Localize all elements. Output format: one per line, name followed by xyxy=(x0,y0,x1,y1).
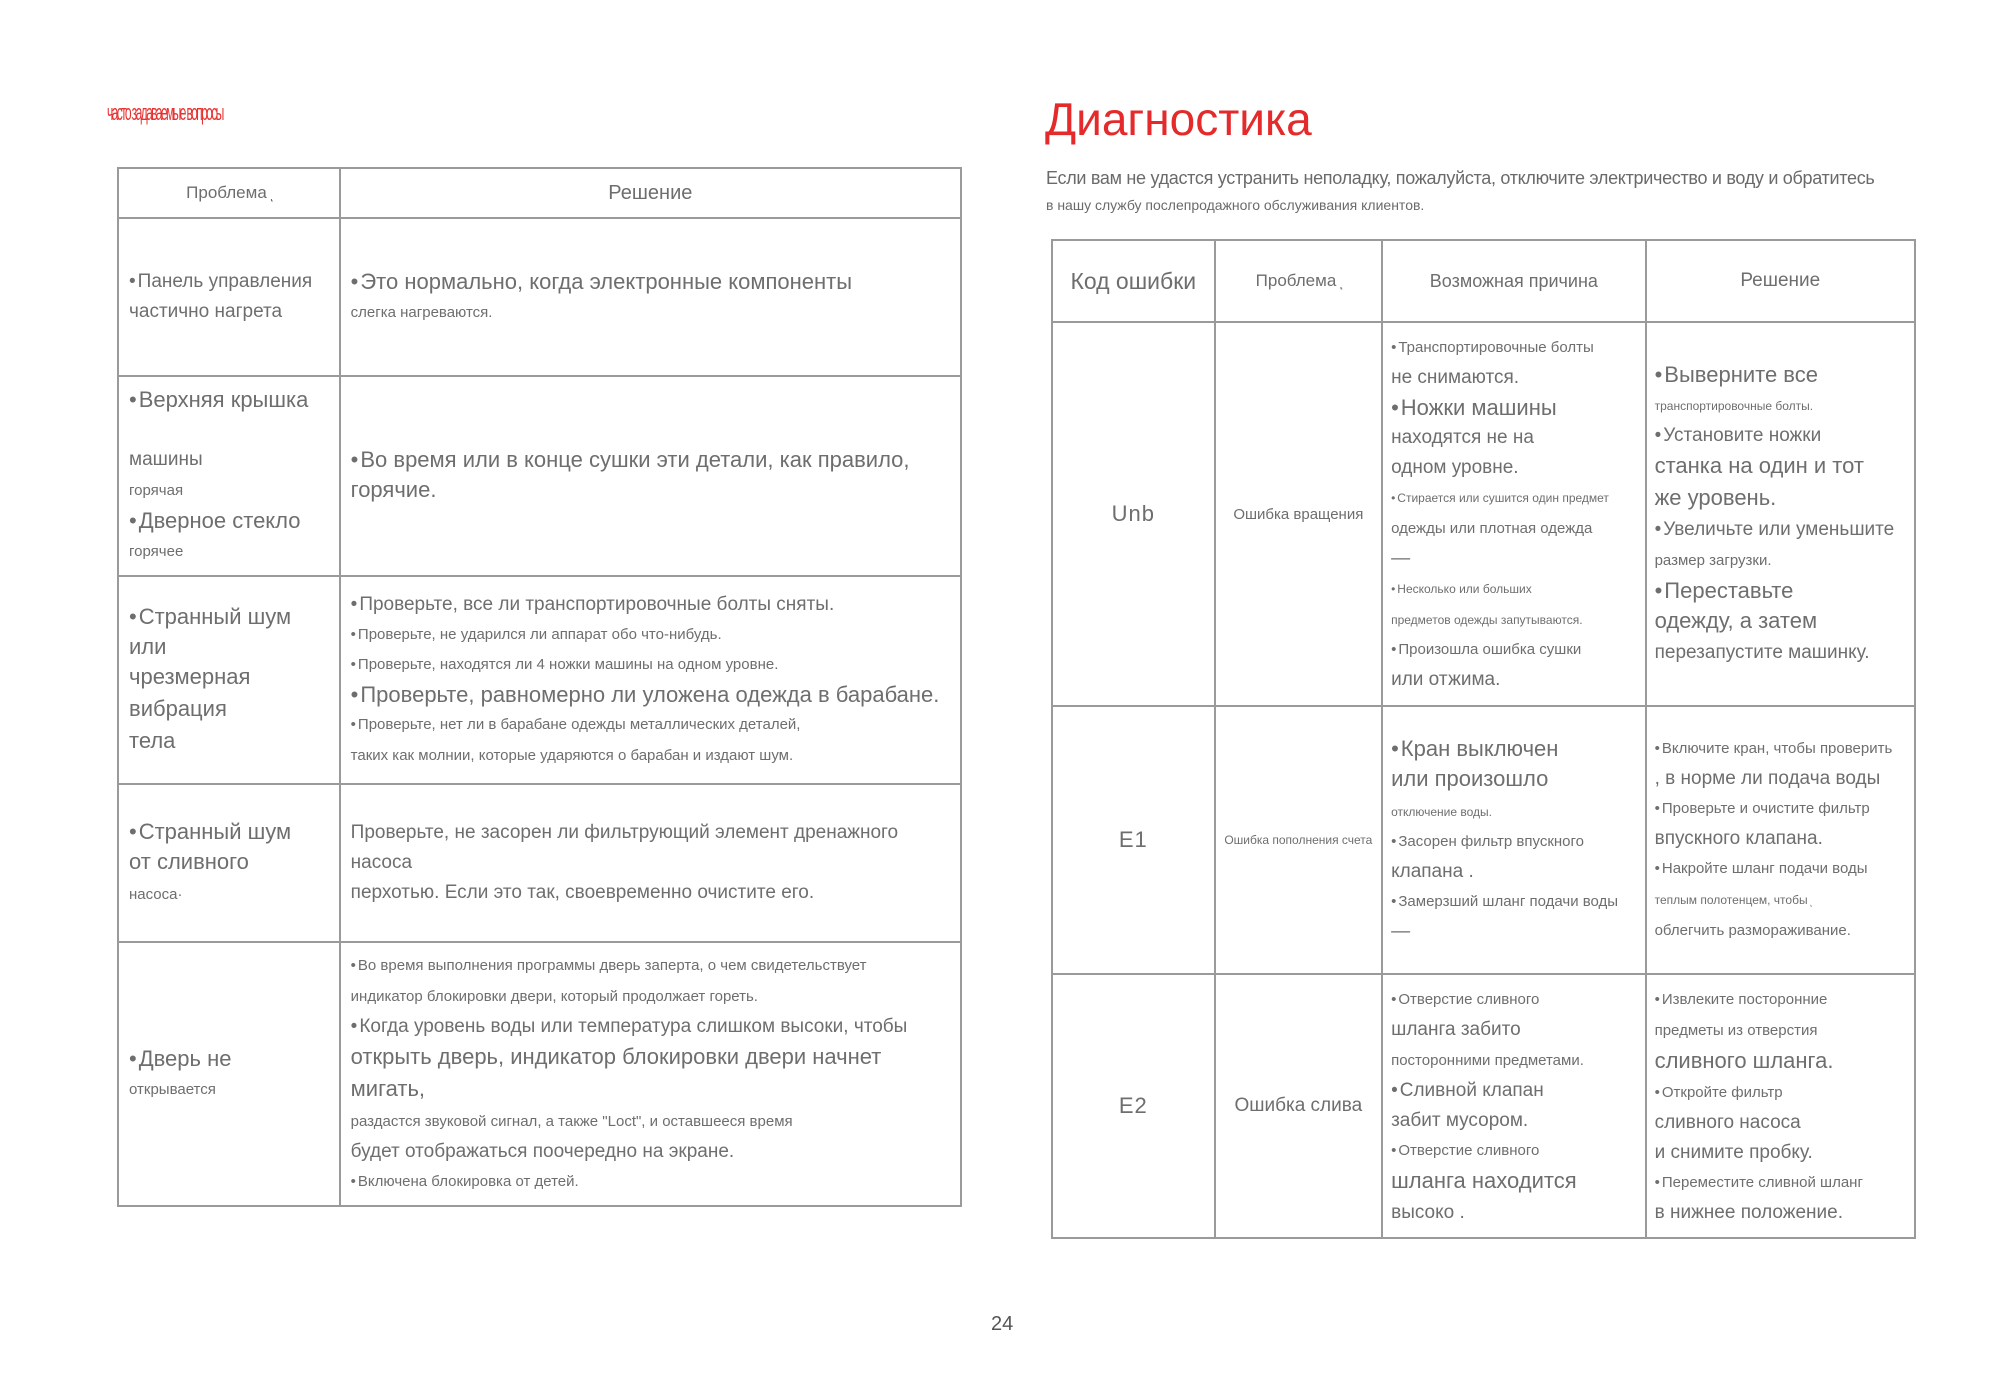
faq-solution-text: • Во время или в конце сушки эти детали, как правило, xyxy=(351,445,952,475)
page-number: 24 xyxy=(991,1313,1014,1335)
faq-problem-text: машины xyxy=(129,449,203,470)
intro-line: Если вам не удастся устранить неполадку, пожалуйста, отключите электричество и воду и обратитесь xyxy=(1046,168,1875,188)
cause-text: клапана . xyxy=(1391,860,1474,882)
solution-cell xyxy=(1646,974,1915,1238)
faq-problem-text: частично нагрета xyxy=(129,301,283,322)
cause-text: забит мусором. xyxy=(1391,1109,1529,1131)
solution-text: одежду, а затем xyxy=(1654,608,1818,633)
cause-text: предметов одежды запутываются. xyxy=(1391,613,1583,627)
faq-solution-text: • Проверьте, нет ли в барабане одежды металлических деталей, xyxy=(351,710,952,740)
solution-text: впускного клапана. xyxy=(1654,828,1823,849)
solution-text: теплым полотенцем, чтобы ͅ xyxy=(1654,893,1811,907)
cause-text: — xyxy=(1391,920,1411,942)
faq-solution-text: • Проверьте, находятся ли 4 ножки машины на одном уровне. xyxy=(351,650,952,680)
faq-solution-text: • Проверьте, не ударился ли аппарат обо что-нибудь. xyxy=(351,620,952,650)
faq-problem-text: тела xyxy=(129,728,176,753)
solution-text: • Проверьте и очистите фильтр xyxy=(1655,794,1908,824)
faq-problem-text: насоса· xyxy=(129,885,183,903)
solution-text: • Выверните все xyxy=(1655,360,1908,390)
solution-text: • Переставьте xyxy=(1655,576,1908,606)
faq-solution-text: • Проверьте, равномерно ли уложена одежда в барабане. xyxy=(351,680,952,710)
header-cause: Возможная причина xyxy=(1382,240,1646,322)
solution-text: облегчить размораживание. xyxy=(1654,922,1851,939)
faq-solution-text: горячие. xyxy=(350,477,437,502)
faq-problem-cell xyxy=(118,218,340,376)
solution-text: перезапустите машинку. xyxy=(1654,642,1870,663)
cause-text: шланга находится xyxy=(1391,1167,1577,1193)
faq-problem-text: • Странный шум xyxy=(129,817,333,847)
faq-solution-text: слегка нагреваются. xyxy=(350,303,493,321)
solution-text: предметы из отверстия xyxy=(1654,1021,1818,1039)
error-problem: Ошибка вращения xyxy=(1215,322,1383,706)
solution-cell xyxy=(1646,322,1915,706)
faq-solution-cell xyxy=(340,218,961,376)
faq-solution-text: • Включена блокировка от детей. xyxy=(351,1167,952,1197)
solution-text: и снимите пробку. xyxy=(1654,1141,1813,1163)
solution-text: в нижнее положение. xyxy=(1654,1201,1844,1223)
cause-text: находятся не на xyxy=(1391,427,1534,448)
header-error-code: Код ошибки xyxy=(1052,240,1215,322)
table-row xyxy=(1052,706,1915,974)
diag-header-row xyxy=(1052,240,1915,322)
faq-solution-cell xyxy=(340,784,961,942)
cause-text: одежды или плотная одежда xyxy=(1391,520,1593,537)
faq-table xyxy=(117,167,962,1207)
cause-text: — xyxy=(1391,548,1411,569)
error-problem: Ошибка пополнения счета xyxy=(1215,706,1383,974)
faq-solution-cell xyxy=(340,942,961,1206)
solution-text: • Установите ножки xyxy=(1655,421,1908,451)
faq-solution-text: будет отображаться поочередно на экране. xyxy=(350,1141,735,1162)
faq-header-solution: Решение xyxy=(340,168,961,218)
faq-problem-cell xyxy=(118,376,340,576)
solution-text: транспортировочные болты. xyxy=(1654,399,1814,413)
faq-problem-text: горячее xyxy=(129,543,184,560)
cause-text: или отжима. xyxy=(1391,669,1501,690)
table-row xyxy=(118,942,961,1206)
cause-text: • Замерзший шланг подачи воды xyxy=(1391,887,1639,917)
page-title: Диагностика xyxy=(1045,93,1312,145)
cause-text: высоко . xyxy=(1391,1201,1465,1223)
table-row xyxy=(118,218,961,376)
faq-problem-text: • Дверное стекло xyxy=(129,506,333,536)
table-row xyxy=(1052,322,1915,706)
faq-solution-cell xyxy=(340,576,961,784)
cause-text: • Кран выключен xyxy=(1391,734,1639,764)
error-code: Unb xyxy=(1052,322,1215,706)
faq-problem-text: • Странный шум или xyxy=(129,602,333,662)
cause-text: посторонними предметами. xyxy=(1391,1051,1584,1069)
intro-text xyxy=(1046,165,1926,219)
faq-solution-text: таких как молнии, которые ударяются о барабан и издают шум. xyxy=(350,746,794,764)
cause-text: • Транспортировочные болты xyxy=(1391,333,1639,363)
header-solution: Решение xyxy=(1646,240,1915,322)
faq-problem-cell xyxy=(118,942,340,1206)
cause-text: отключение воды. xyxy=(1391,804,1492,819)
intro-line: в нашу службу послепродажного обслуживания клиентов. xyxy=(1046,197,1425,213)
solution-text: • Накройте шланг подачи воды xyxy=(1655,854,1908,884)
faq-problem-cell xyxy=(118,784,340,942)
faq-solution-text: • Во время выполнения программы дверь заперта, о чем свидетельствует xyxy=(351,951,952,981)
faq-solution-text: индикатор блокировки двери, который продолжает гореть. xyxy=(350,988,758,1005)
cause-text: • Несколько или больших xyxy=(1391,574,1639,604)
faq-heading: часто задаваемые вопросы xyxy=(107,100,223,125)
faq-solution-text: перхотью. Если это так, своевременно очистите его. xyxy=(350,882,815,903)
cause-text: не снимаются. xyxy=(1391,367,1520,388)
faq-header-problem: Проблема ͅ xyxy=(118,168,340,218)
faq-problem-text: от сливного xyxy=(129,848,249,874)
faq-problem-cell xyxy=(118,576,340,784)
faq-solution-text: раздастся звуковой сигнал, а также "Loct", и оставшееся время xyxy=(350,1113,793,1130)
faq-problem-text: • Верхняя крышка xyxy=(129,385,333,415)
cause-text: • Стирается или сушится один предмет xyxy=(1391,483,1639,513)
solution-text: сливного насоса xyxy=(1654,1111,1801,1133)
error-problem: Ошибка слива xyxy=(1215,974,1383,1238)
table-row xyxy=(118,376,961,576)
faq-solution-text: открыть дверь, индикатор блокировки двери начнет мигать, xyxy=(350,1044,882,1101)
error-code: E2 xyxy=(1052,974,1215,1238)
faq-solution-text: Проверьте, не засорен ли фильтрующий элемент дренажного насоса xyxy=(350,822,899,873)
cause-text: шланга забито xyxy=(1391,1018,1521,1040)
solution-text: размер загрузки. xyxy=(1654,552,1772,569)
table-row xyxy=(118,784,961,942)
cause-cell xyxy=(1382,974,1646,1238)
table-row xyxy=(118,576,961,784)
cause-cell xyxy=(1382,322,1646,706)
cause-text: • Ножки машины xyxy=(1391,393,1639,423)
solution-text: сливного шланга. xyxy=(1654,1047,1834,1073)
solution-text: • Извлеките посторонние xyxy=(1655,985,1908,1015)
faq-problem-text: открывается xyxy=(129,1080,216,1098)
faq-solution-text: • Это нормально, когда электронные компоненты xyxy=(351,267,952,297)
faq-header-row xyxy=(118,168,961,218)
solution-text: , в норме ли подача воды xyxy=(1654,768,1881,789)
faq-solution-text: • Когда уровень воды или температура слишком высоки, чтобы xyxy=(351,1012,952,1042)
error-code: E1 xyxy=(1052,706,1215,974)
faq-problem-text: • Панель управления xyxy=(129,267,333,297)
solution-text: • Увеличьте или уменьшите xyxy=(1655,515,1908,545)
cause-text: одном уровне. xyxy=(1391,457,1519,478)
faq-problem-text: горячая xyxy=(129,482,184,499)
solution-text: станка на один и тот xyxy=(1654,453,1864,478)
diagnostics-table xyxy=(1051,239,1916,1239)
cause-text: • Сливной клапан xyxy=(1391,1076,1639,1106)
faq-solution-cell xyxy=(340,376,961,576)
faq-problem-text: чрезмерная вибрация xyxy=(129,664,251,721)
solution-text: же уровень. xyxy=(1654,485,1777,510)
header-problem: Проблема ͅ xyxy=(1215,240,1383,322)
solution-text: • Переместите сливной шланг xyxy=(1655,1168,1908,1198)
table-row xyxy=(1052,974,1915,1238)
cause-text: • Засорен фильтр впускного xyxy=(1391,827,1639,857)
cause-cell xyxy=(1382,706,1646,974)
cause-text: или произошло xyxy=(1391,765,1549,791)
solution-text: • Откройте фильтр xyxy=(1655,1078,1908,1108)
solution-cell xyxy=(1646,706,1915,974)
cause-text: • Произошла ошибка сушки xyxy=(1391,635,1639,665)
solution-text: • Включите кран, чтобы проверить xyxy=(1655,734,1908,764)
faq-problem-text: • Дверь не xyxy=(129,1044,333,1074)
cause-text: • Отверстие сливного xyxy=(1391,985,1639,1015)
faq-solution-text: • Проверьте, все ли транспортировочные болты сняты. xyxy=(351,590,952,620)
cause-text: • Отверстие сливного xyxy=(1391,1136,1639,1166)
